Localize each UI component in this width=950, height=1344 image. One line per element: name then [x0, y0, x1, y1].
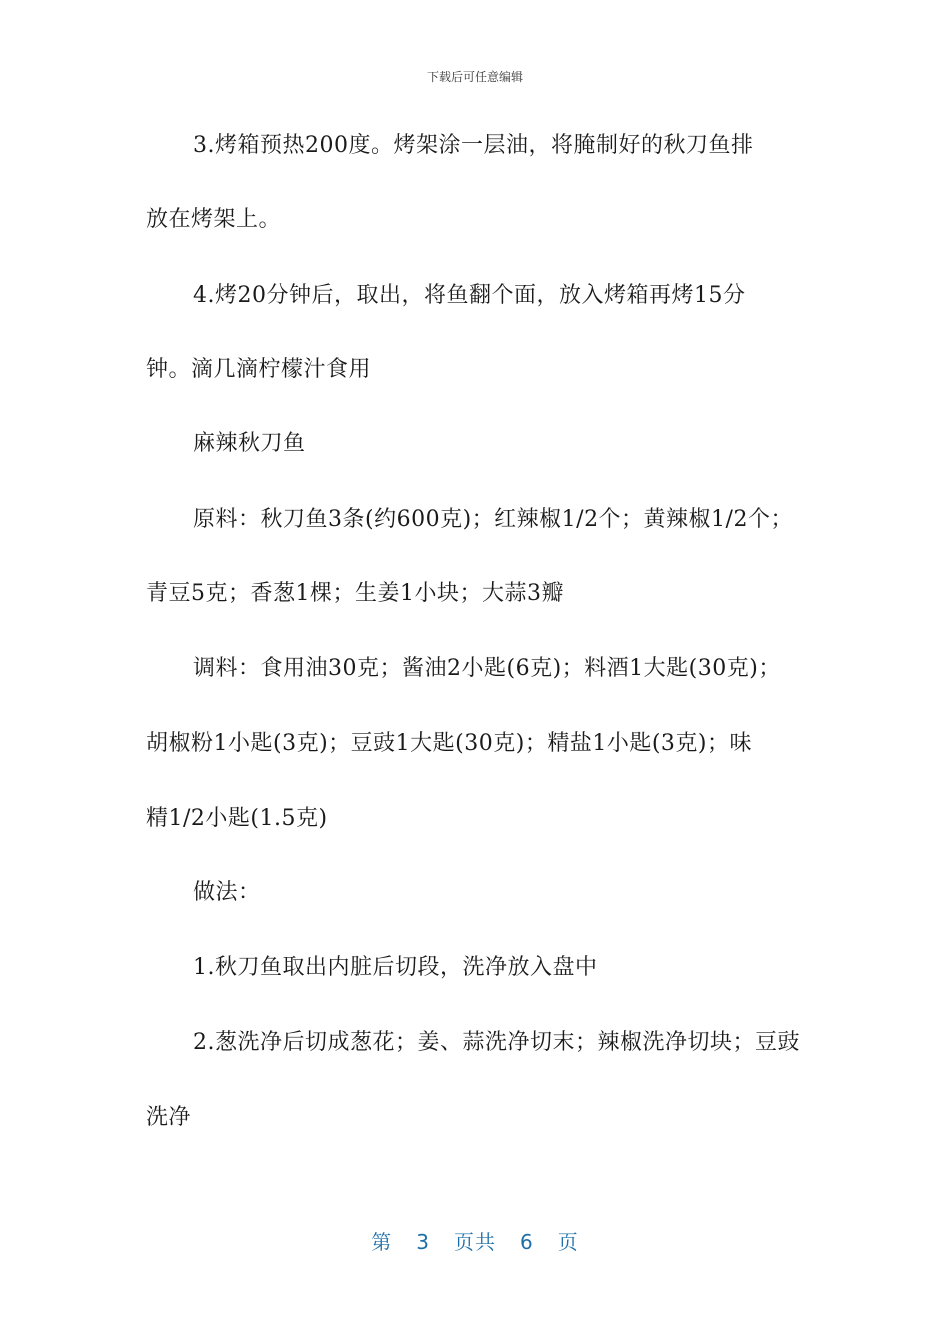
- body-line: 2.葱洗净后切成葱花；姜、蒜洗净切末；辣椒洗净切块；豆豉: [193, 1030, 800, 1055]
- body-line: 钟。滴几滴柠檬汁食用: [146, 357, 372, 382]
- body-line: 原料：秋刀鱼3条(约600克)；红辣椒1/2个；黄辣椒1/2个；: [193, 507, 793, 532]
- section-title: 麻辣秋刀鱼: [193, 431, 306, 456]
- body-line: 胡椒粉1小匙(3克)；豆豉1大匙(30克)；精盐1小匙(3克)；味: [146, 731, 752, 756]
- body-line: 做法：: [193, 880, 261, 905]
- body-line: 3.烤箱预热200度。烤架涂一层油，将腌制好的秋刀鱼排: [193, 133, 754, 158]
- footer-prefix: 第: [371, 1230, 393, 1254]
- body-line: 青豆5克；香葱1棵；生姜1小块；大蒜3瓣: [146, 581, 564, 606]
- body-line: 洗净: [146, 1105, 192, 1130]
- header-note: 下载后可任意编辑: [426, 70, 523, 84]
- body-line: 调料：食用油30克；酱油2小匙(6克)；料酒1大匙(30克)；: [193, 656, 781, 681]
- footer-middle: 页共: [454, 1230, 496, 1254]
- footer-suffix: 页: [557, 1230, 579, 1254]
- body-line: 4.烤20分钟后，取出，将鱼翻个面，放入烤箱再烤15分: [193, 283, 746, 308]
- footer-page-number: 3: [416, 1230, 430, 1254]
- body-line: 精1/2小匙(1.5克): [146, 806, 328, 831]
- footer-total-pages: 6: [520, 1230, 534, 1254]
- body-line: 放在烤架上。: [146, 207, 282, 232]
- page-footer: [0, 1226, 950, 1255]
- body-line: 1.秋刀鱼取出内脏后切段，洗净放入盘中: [193, 955, 598, 980]
